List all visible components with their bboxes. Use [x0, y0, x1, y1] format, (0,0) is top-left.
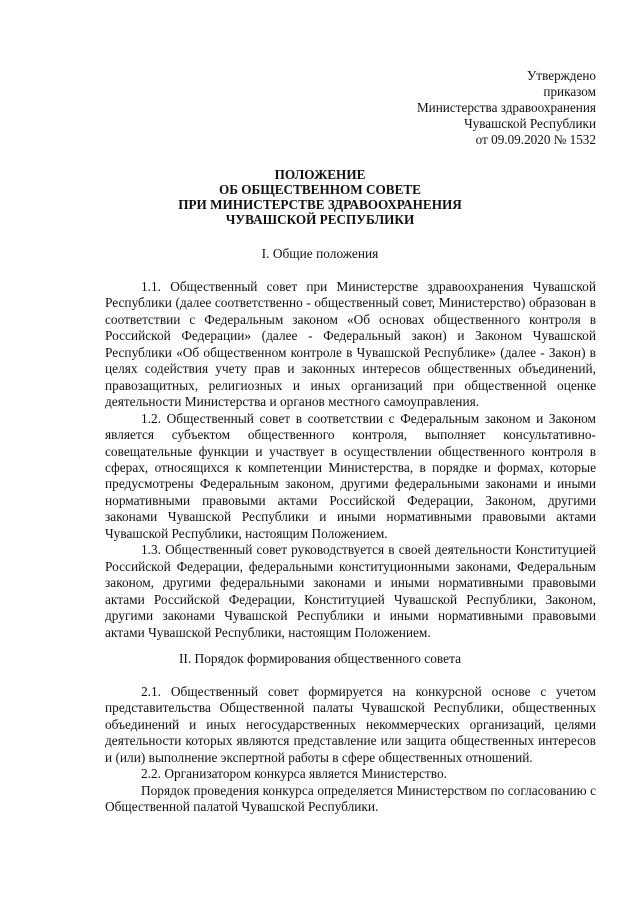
paragraph-1-2: 1.2. Общественный совет в соответствии с Федеральным законом и Законом является субъектом общественного контроля, выполняет консультативно-совещательные функции и участвует в осуществлении общественного контроля в сферах, относящихся к компетенции Министерства, в порядке и формах, которые предусмотрены Федеральным законом, другими федеральными законами и иными нормативными правовыми актами Российской Федерации, Законом, другими законами Чувашской Республики и иными нормативными правовыми актами Чувашской Республики, настоящим Положением.: [105, 410, 596, 541]
section-heading-formation: II. Порядок формирования общественного совета: [178, 651, 462, 666]
approval-stamp: [417, 68, 596, 148]
title-line: ЧУВАШСКОЙ РЕСПУБЛИКИ: [225, 212, 415, 227]
title-line: ПОЛОЖЕНИЕ: [274, 167, 366, 182]
approval-line: приказом: [543, 84, 596, 99]
approval-line: Утверждено: [526, 68, 596, 83]
title-line: ОБ ОБЩЕСТВЕННОМ СОВЕТЕ: [219, 182, 421, 197]
paragraph-2-2: 2.2. Организатором конкурса является Министерство.: [141, 766, 447, 782]
paragraph-1-1: 1.1. Общественный совет при Министерстве здравоохранения Чувашской Республики (далее соответственно - общественный совет, Министерство) образован в соответствии с Федеральным законом «Об основах общественного контроля в Российской Федерации» (далее - Федеральный закон) и Законом Чувашской Республики «Об общественном контроле в Чувашской Республике» (далее - Закон) в целях содействия учету прав и законных интересов общественных объединений, правозащитных, религиозных и иных организаций при общественной оценке деятельности Министерства и органов местного самоуправления.: [105, 279, 596, 410]
approval-line: от 09.09.2020 № 1532: [475, 132, 596, 147]
paragraph-2-2-procedure: Порядок проведения конкурса определяется Министерством по согласованию с Общественной палатой Чувашской Республики.: [105, 782, 596, 815]
section-formation-body: [105, 684, 596, 816]
approval-line: Министерства здравоохранения: [416, 100, 596, 115]
section-general-body: [105, 279, 596, 641]
document-title: [0, 167, 640, 227]
section-heading-general: I. Общие положения: [261, 246, 379, 261]
paragraph-1-3: 1.3. Общественный совет руководствуется в своей деятельности Конституцией Российской Федерации, федеральными конституционными законами, Федеральным законом, другими федеральными законами и иными нормативными правовыми актами Российской Федерации, Конституцией Чувашской Республики, Законом, другими законами Чувашской Республики и иными нормативными правовыми актами Чувашской Республики, настоящим Положением.: [105, 542, 596, 640]
title-line: ПРИ МИНИСТЕРСТВЕ ЗДРАВООХРАНЕНИЯ: [178, 197, 462, 212]
paragraph-2-1: 2.1. Общественный совет формируется на конкурсной основе с учетом представительства Общественной палаты Чувашской Республики, общественных объединений и иных негосударственных некоммерческих организаций, целями деятельности которых являются представление или защита общественных интересов и (или) выполнение экспертной работы в сфере общественных отношений.: [105, 684, 596, 765]
approval-line: Чувашской Республики: [464, 116, 596, 131]
